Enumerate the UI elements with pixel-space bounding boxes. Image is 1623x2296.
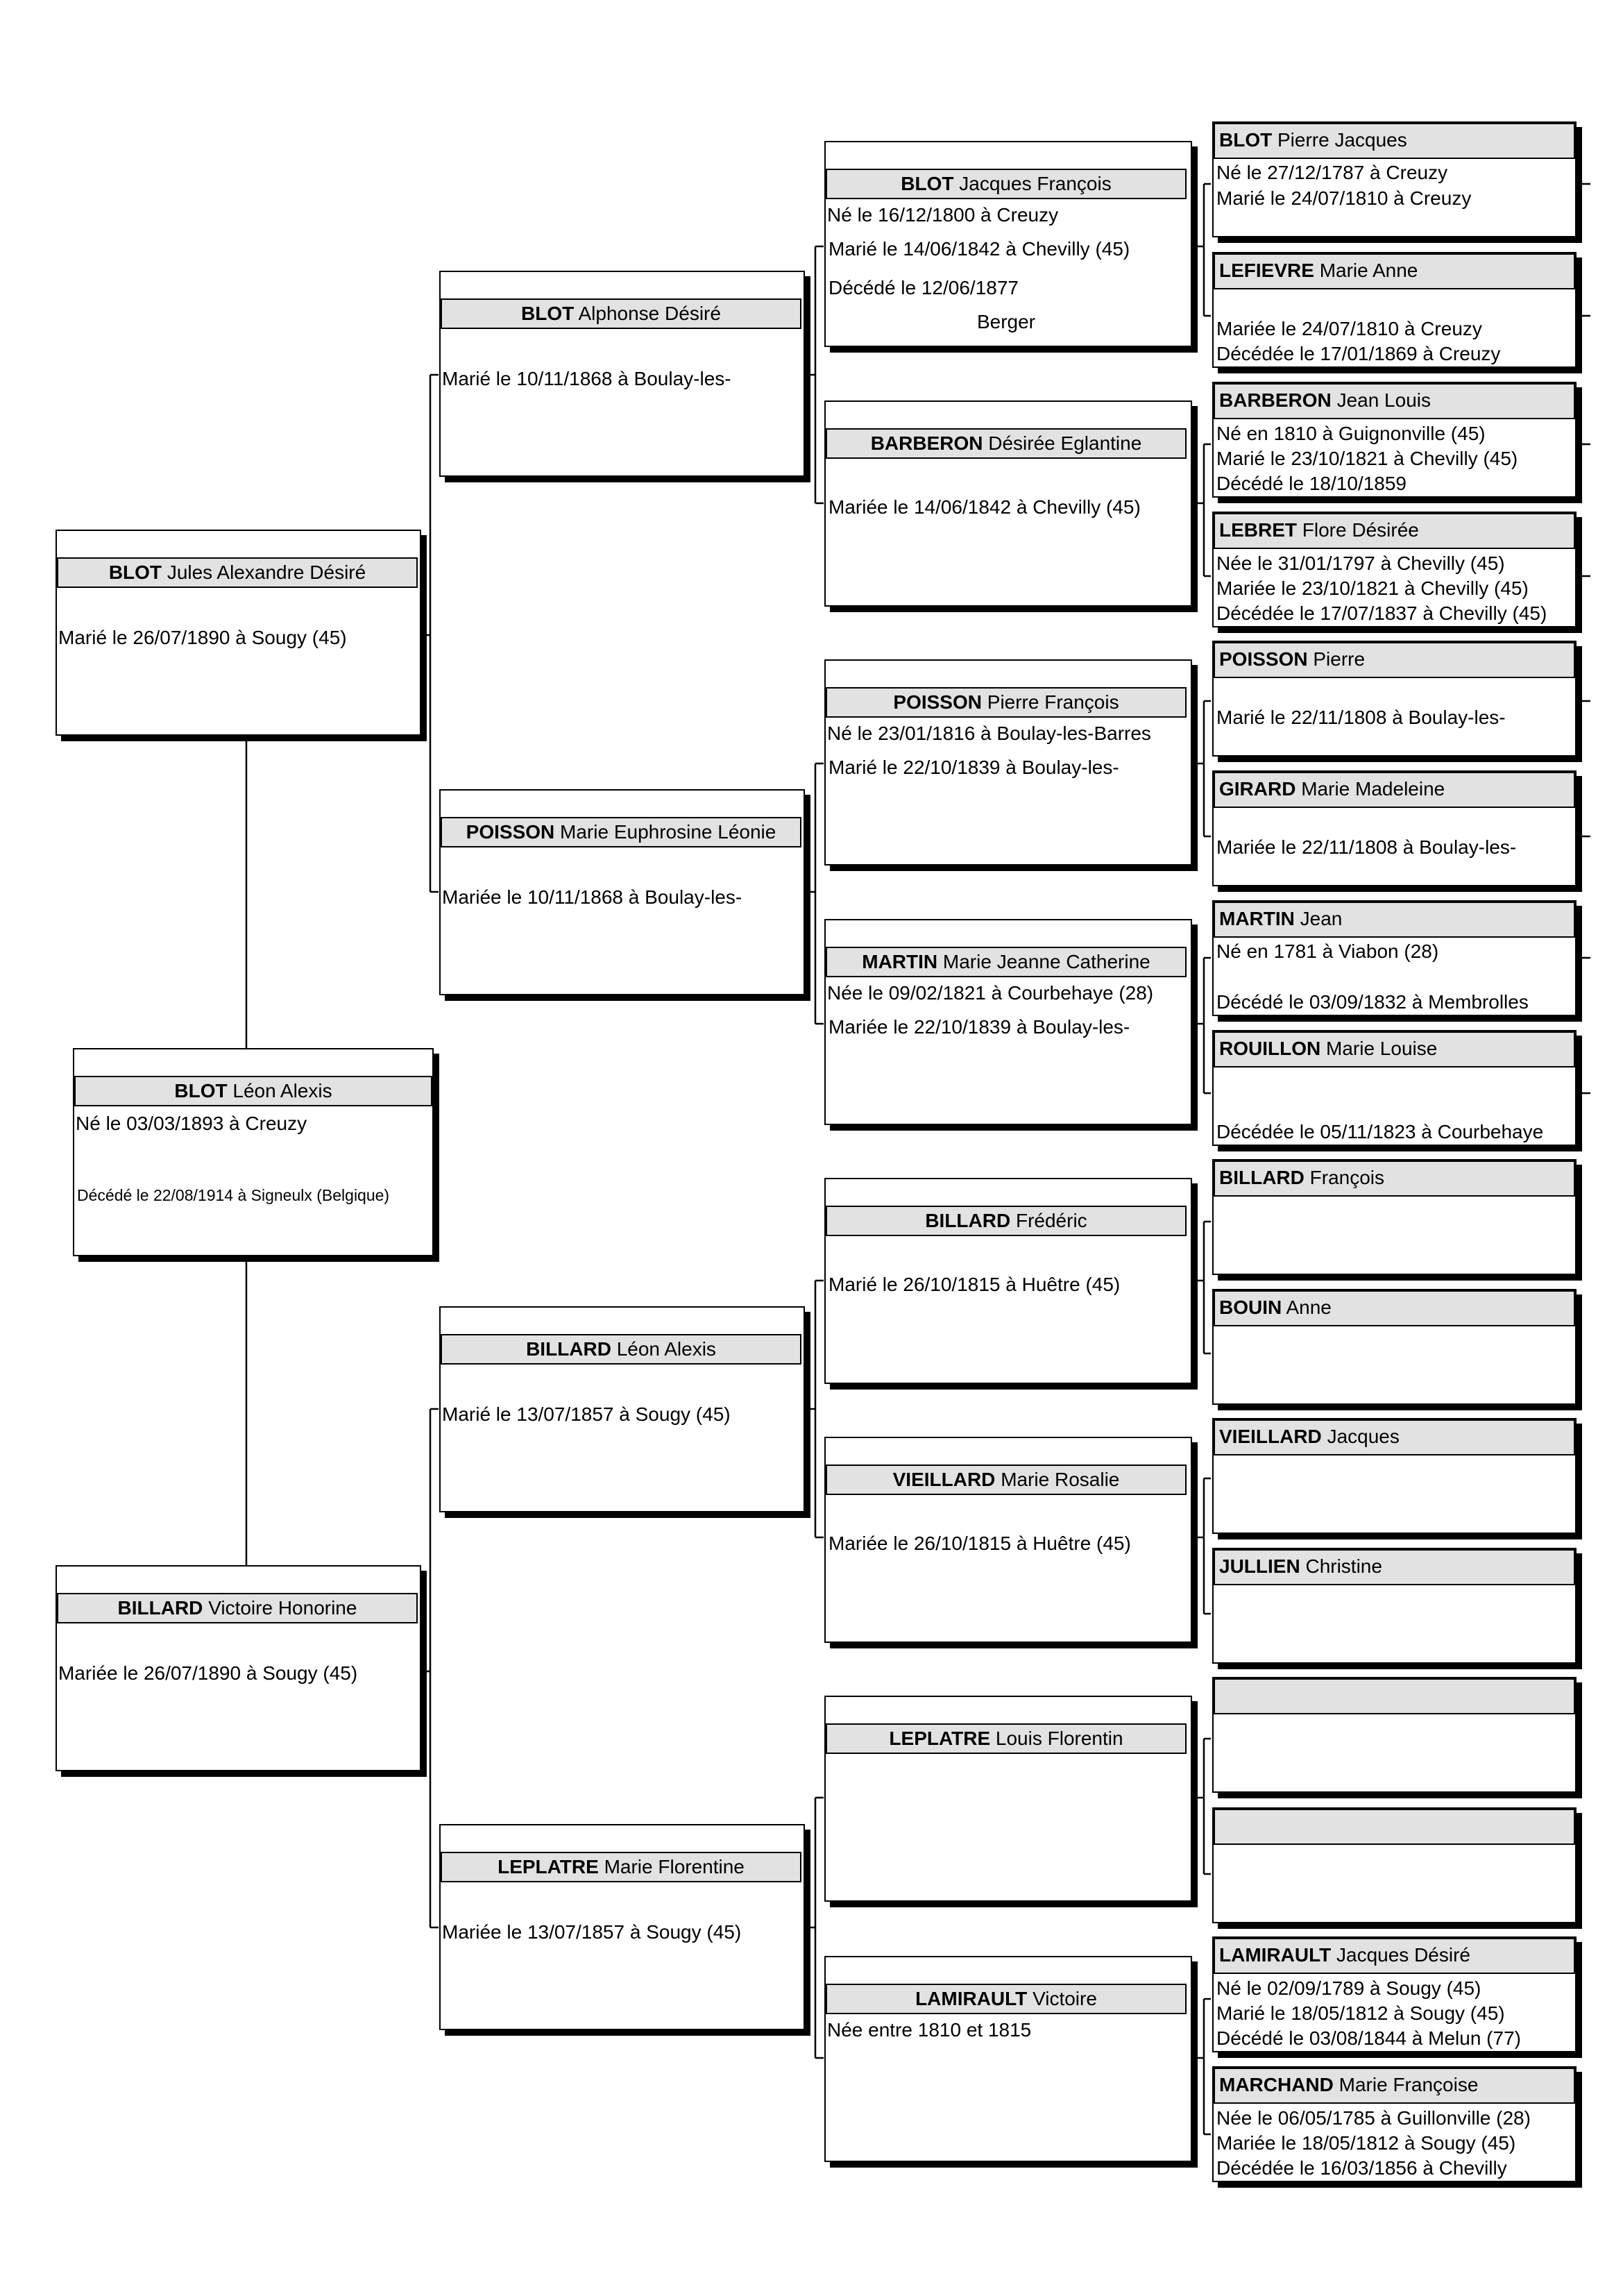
- name-header: [1214, 1678, 1575, 1714]
- name-header: [826, 1984, 1187, 2014]
- given-name: Louis Florentin: [995, 1728, 1123, 1749]
- birth-info: Né le 03/03/1893 à Creuzy: [76, 1113, 307, 1134]
- info-line-3: Décédée le 17/07/1837 à Chevilly (45): [1216, 602, 1547, 624]
- name-header: [1214, 123, 1575, 159]
- name-header: [1214, 772, 1575, 808]
- name-header: [441, 1852, 801, 1882]
- marriage-info: Marié le 14/06/1842 à Chevilly (45): [829, 238, 1130, 260]
- marriage-info: Mariée le 10/11/1868 à Boulay-les-: [442, 886, 742, 908]
- given-name: Marie Euphrosine Léonie: [560, 821, 776, 843]
- person-box-martin-marie: [824, 919, 1192, 1125]
- death-info: Décédé le 12/06/1877: [829, 277, 1019, 298]
- given-name: Jules Alexandre Désiré: [167, 562, 366, 583]
- name-header: [826, 1464, 1187, 1495]
- name-header: [1214, 1809, 1575, 1845]
- person-box-leplatre-marie: [439, 1824, 805, 2030]
- surname: LEPLATRE: [889, 1728, 991, 1749]
- person-box-rouillon-marie: [1212, 1030, 1577, 1146]
- person-box-billard-victoire: [56, 1565, 421, 1771]
- surname: BOUIN: [1219, 1297, 1282, 1318]
- person-box-bouin-anne: [1212, 1289, 1577, 1405]
- info-line-1: Né en 1810 à Guignonville (45): [1216, 423, 1486, 444]
- surname: BLOT: [174, 1080, 228, 1101]
- person-box-blot-alphonse: [439, 271, 805, 477]
- marriage-info: Marié le 13/07/1857 à Sougy (45): [442, 1403, 731, 1425]
- info-line-3: Décédé le 03/08/1844 à Melun (77): [1216, 2027, 1521, 2049]
- info-line-2: Mariée le 18/05/1812 à Sougy (45): [1216, 2132, 1516, 2154]
- person-box-empty-b: [1212, 1807, 1577, 1923]
- info-line-3: Décédé le 18/10/1859: [1216, 473, 1407, 494]
- person-box-blot-leon-alexis: [73, 1048, 434, 1256]
- birth-info: Né le 16/12/1800 à Creuzy: [827, 204, 1059, 226]
- marriage-info: Mariée le 22/10/1839 à Boulay-les-: [829, 1016, 1130, 1038]
- surname: VIEILLARD: [1219, 1426, 1322, 1447]
- person-box-lefievre-marie: [1212, 252, 1577, 368]
- name-header: [1214, 1290, 1575, 1326]
- info-line-3: Décédée le 16/03/1856 à Chevilly: [1216, 2157, 1507, 2179]
- name-header: [1214, 1031, 1575, 1067]
- given-name: Marie Rosalie: [1001, 1469, 1120, 1490]
- name-header: [826, 1723, 1187, 1754]
- marriage-info: Marié le 22/10/1839 à Boulay-les-: [829, 757, 1119, 778]
- name-header: [1214, 1549, 1575, 1585]
- surname: BILLARD: [925, 1210, 1011, 1231]
- person-box-martin-jean: [1212, 900, 1577, 1016]
- name-header: [1214, 1938, 1575, 1974]
- info-line-1: Né le 27/12/1787 à Creuzy: [1216, 162, 1448, 183]
- marriage-info: Marié le 26/10/1815 à Huêtre (45): [829, 1274, 1121, 1295]
- name-header: [826, 687, 1187, 718]
- person-box-leplatre-louis: [824, 1696, 1192, 1902]
- given-name: Marie Françoise: [1339, 2074, 1479, 2095]
- name-header: [1214, 253, 1575, 289]
- person-box-lebret-flore: [1212, 512, 1577, 627]
- given-name: Désirée Eglantine: [988, 432, 1142, 454]
- person-box-poisson-pierre-francois: [824, 659, 1192, 866]
- name-header: [1214, 902, 1575, 938]
- info-line-2: Marié le 24/07/1810 à Creuzy: [1216, 187, 1472, 209]
- info-line-2: Mariée le 23/10/1821 à Chevilly (45): [1216, 577, 1529, 599]
- surname: BILLARD: [1219, 1167, 1305, 1188]
- given-name: Jean Louis: [1336, 389, 1431, 411]
- person-box-blot-jules: [56, 530, 421, 736]
- info-line-1: Marié le 22/11/1808 à Boulay-les-: [1216, 707, 1506, 728]
- surname: BLOT: [108, 562, 162, 583]
- surname: ROUILLON: [1219, 1038, 1321, 1059]
- person-box-empty-a: [1212, 1677, 1577, 1793]
- person-box-poisson-euphrosine: [439, 789, 805, 995]
- surname: BARBERON: [870, 432, 983, 454]
- name-header: [1214, 1160, 1575, 1197]
- given-name: Jean: [1300, 908, 1343, 929]
- name-header: [826, 1206, 1187, 1236]
- birth-info: Né le 23/01/1816 à Boulay-les-Barres: [827, 723, 1151, 744]
- name-header: [1214, 513, 1575, 549]
- name-header: [441, 298, 801, 329]
- given-name: Pierre: [1313, 648, 1366, 670]
- surname: LAMIRAULT: [1219, 1944, 1332, 1966]
- name-header: [441, 817, 801, 847]
- info-line-1: Mariée le 22/11/1808 à Boulay-les-: [1216, 836, 1517, 858]
- marriage-info: Mariée le 26/10/1815 à Huêtre (45): [829, 1533, 1131, 1554]
- given-name: Marie Louise: [1326, 1038, 1438, 1059]
- name-header: [1214, 642, 1575, 678]
- surname: MARCHAND: [1219, 2074, 1334, 2095]
- given-name: Flore Désirée: [1302, 519, 1419, 541]
- info-line-2: Marié le 23/10/1821 à Chevilly (45): [1216, 448, 1518, 469]
- given-name: Anne: [1286, 1297, 1332, 1318]
- name-header: [1214, 383, 1575, 419]
- given-name: Pierre François: [987, 691, 1119, 713]
- marriage-info: Marié le 26/07/1890 à Sougy (45): [58, 627, 347, 648]
- name-header: [57, 557, 418, 588]
- name-header: [74, 1076, 432, 1106]
- info-line-1: Né le 02/09/1789 à Sougy (45): [1216, 1977, 1481, 1999]
- surname: LEFIEVRE: [1219, 260, 1314, 281]
- name-header: [1214, 1419, 1575, 1455]
- given-name: Victoire: [1033, 1988, 1097, 2009]
- given-name: Marie Anne: [1319, 260, 1418, 281]
- name-header: [826, 169, 1187, 199]
- name-header: [441, 1334, 801, 1365]
- given-name: Marie Jeanne Catherine: [942, 951, 1150, 972]
- surname: POISSON: [466, 821, 555, 843]
- person-box-vieillard-jacques: [1212, 1418, 1577, 1534]
- info-line-1: Né en 1781 à Viabon (28): [1216, 940, 1439, 962]
- surname: BLOT: [901, 173, 954, 194]
- person-box-poisson-pierre: [1212, 641, 1577, 757]
- given-name: Marie Madeleine: [1301, 778, 1445, 800]
- person-box-billard-frederic: [824, 1178, 1192, 1384]
- given-name: Jacques Désiré: [1336, 1944, 1470, 1966]
- occupation: Berger: [976, 311, 1036, 332]
- person-box-vieillard-marie: [824, 1437, 1192, 1643]
- birth-info: Née entre 1810 et 1815: [827, 2019, 1032, 2041]
- name-header: [1214, 2068, 1575, 2104]
- surname: BARBERON: [1219, 389, 1332, 411]
- given-name: Alphonse Désiré: [578, 303, 721, 324]
- given-name: Victoire Honorine: [208, 1597, 357, 1619]
- person-box-blot-pierre: [1212, 121, 1577, 237]
- marriage-info: Mariée le 14/06/1842 à Chevilly (45): [829, 496, 1141, 518]
- info-line-1: Née le 06/05/1785 à Guillonville (28): [1216, 2107, 1531, 2129]
- given-name: Jacques: [1327, 1426, 1400, 1447]
- death-info: Décédé le 22/08/1914 à Signeulx (Belgique): [77, 1186, 390, 1204]
- person-box-marchand-marie: [1212, 2066, 1577, 2182]
- person-box-billard-francois: [1212, 1159, 1577, 1275]
- given-name: Christine: [1305, 1555, 1382, 1577]
- surname: BILLARD: [117, 1597, 203, 1619]
- surname: POISSON: [893, 691, 982, 713]
- person-box-billard-leon: [439, 1306, 805, 1512]
- info-line-2: Décédée le 17/01/1869 à Creuzy: [1216, 343, 1501, 364]
- name-header: [57, 1593, 418, 1623]
- given-name: Pierre Jacques: [1277, 129, 1407, 151]
- given-name: François: [1309, 1167, 1385, 1188]
- info-line-1: Décédée le 05/11/1823 à Courbehaye: [1216, 1121, 1544, 1142]
- info-line-2: Marié le 18/05/1812 à Sougy (45): [1216, 2002, 1505, 2024]
- birth-info: Née le 09/02/1821 à Courbehaye (28): [827, 982, 1154, 1004]
- surname: LEPLATRE: [498, 1856, 599, 1877]
- person-box-barberon-jean: [1212, 382, 1577, 498]
- surname: VIEILLARD: [892, 1469, 996, 1490]
- person-box-blot-jacques: [824, 141, 1192, 347]
- info-line-1: Mariée le 24/07/1810 à Creuzy: [1216, 318, 1482, 339]
- name-header: [826, 428, 1187, 459]
- given-name: Léon Alexis: [616, 1338, 716, 1360]
- surname: BLOT: [521, 303, 575, 324]
- given-name: Frédéric: [1015, 1210, 1087, 1231]
- given-name: Marie Florentine: [604, 1856, 745, 1877]
- surname: GIRARD: [1219, 778, 1296, 800]
- surname: POISSON: [1219, 648, 1308, 670]
- surname: MARTIN: [862, 951, 938, 972]
- person-box-jullien-christine: [1212, 1548, 1577, 1664]
- surname: BLOT: [1219, 129, 1273, 151]
- surname: MARTIN: [1219, 908, 1295, 929]
- surname: LAMIRAULT: [915, 1988, 1028, 2009]
- marriage-info: Mariée le 26/07/1890 à Sougy (45): [58, 1662, 358, 1684]
- info-line-1: Née le 31/01/1797 à Chevilly (45): [1216, 552, 1505, 574]
- surname: LEBRET: [1219, 519, 1297, 541]
- surname: BILLARD: [526, 1338, 611, 1360]
- given-name: Jacques François: [959, 173, 1112, 194]
- surname: JULLIEN: [1219, 1555, 1300, 1577]
- marriage-info: Marié le 10/11/1868 à Boulay-les-: [442, 368, 731, 389]
- person-box-lamirault-victoire: [824, 1956, 1192, 2162]
- marriage-info: Mariée le 13/07/1857 à Sougy (45): [442, 1921, 742, 1943]
- person-box-girard-marie: [1212, 770, 1577, 886]
- person-box-barberon-desiree: [824, 400, 1192, 607]
- given-name: Léon Alexis: [232, 1080, 332, 1101]
- person-box-lamirault-jacques: [1212, 1936, 1577, 2052]
- info-line-2: Décédé le 03/09/1832 à Membrolles: [1216, 991, 1529, 1013]
- name-header: [826, 947, 1187, 977]
